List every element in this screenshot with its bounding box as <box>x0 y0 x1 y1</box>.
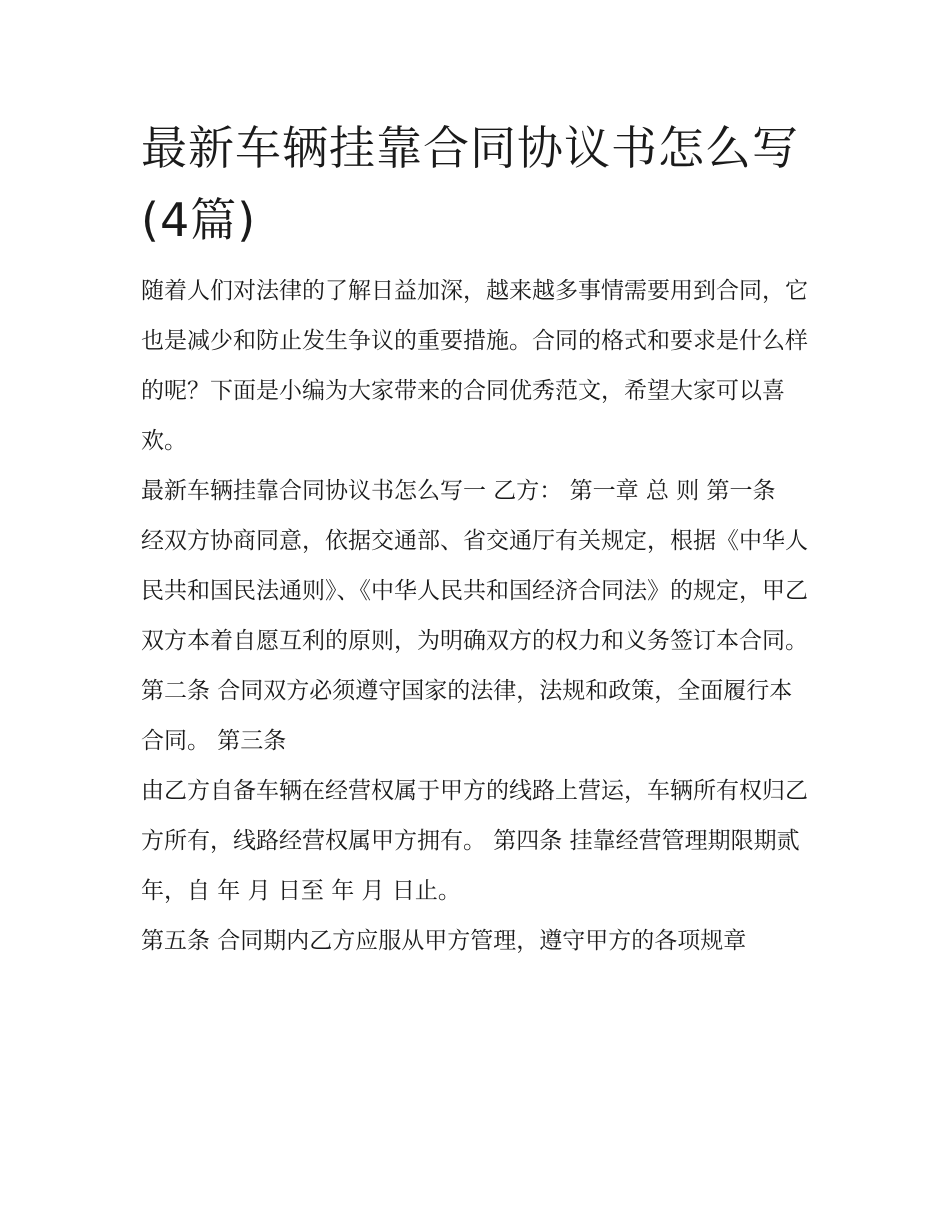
paragraph-article-5: 第五条 合同期内乙方应服从甲方管理，遵守甲方的各项规章 <box>141 928 747 954</box>
document-title: 最新车辆挂靠合同协议书怎么写(4篇) <box>141 121 799 247</box>
paragraph-chapter-heading: 最新车辆挂靠合同协议书怎么写一 乙方： 第一章 总 则 第一条 <box>141 478 776 504</box>
paragraph-article-3-4: 由乙方自备车辆在经营权属于甲方的线路上营运，车辆所有权归乙方所有，线路经营权属甲方拥有。 第四条 挂靠经营管理期限期贰年，自 年 月 日至 年 月 日止。 <box>141 778 808 904</box>
paragraph-article-1: 经双方协商同意，依据交通部、省交通厅有关规定，根据《中华人民共和国民法通则》、《中华人民共和国经济合同法》的规定，甲乙双方本着自愿互利的原则，为明确双方的权力和义务签订本合同。 <box>141 528 808 654</box>
paragraph-article-2: 第二条 合同双方必须遵守国家的法律，法规和政策，全面履行本合同。 第三条 <box>141 678 793 754</box>
title-spacer <box>141 256 813 266</box>
document-content <box>141 112 813 966</box>
paragraph-intro: 随着人们对法律的了解日益加深，越来越多事情需要用到合同，它也是减少和防止发生争议的重要措施。合同的格式和要求是什么样的呢？下面是小编为大家带来的合同优秀范文，希望大家可以喜欢。 <box>141 278 808 454</box>
